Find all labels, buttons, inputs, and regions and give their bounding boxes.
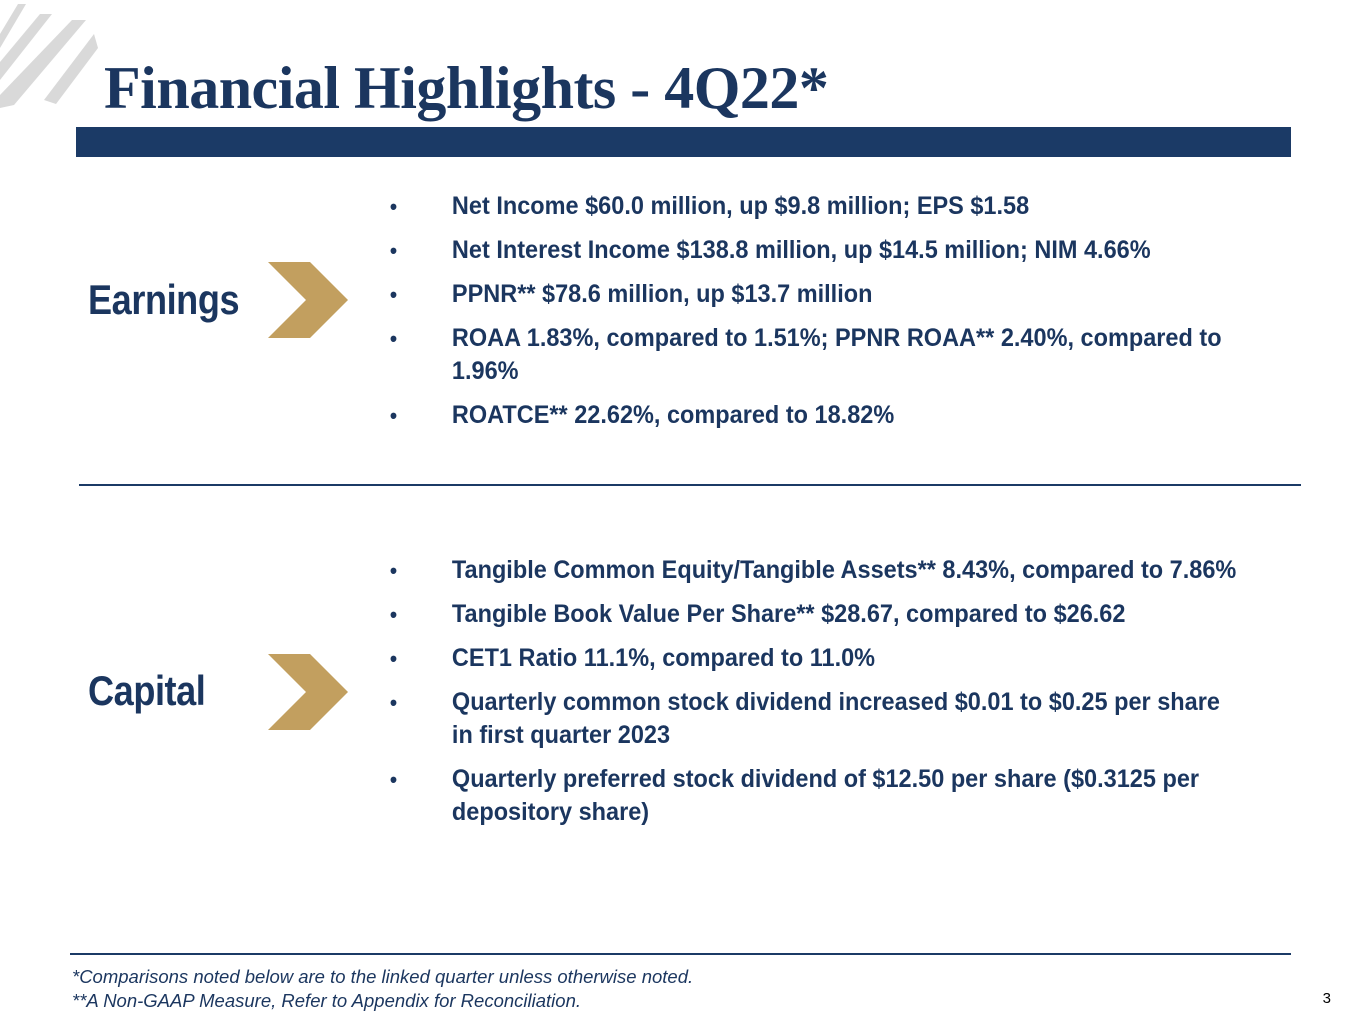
bullet-dot-icon: • <box>389 194 398 219</box>
bullet-dot-icon: • <box>389 403 398 428</box>
list-item: • CET1 Ratio 11.1%, compared to 11.0% <box>388 642 1239 675</box>
bullet-dot-icon: • <box>389 602 398 627</box>
list-item: • Net Interest Income $138.8 million, up $14.5 million; NIM 4.66% <box>388 234 1239 267</box>
bullet-dot-icon: • <box>389 282 398 307</box>
diagonal-stripes-logo-icon <box>0 0 100 112</box>
list-item: • PPNR** $78.6 million, up $13.7 million <box>388 278 1239 311</box>
chevron-right-icon <box>268 654 348 730</box>
page-number: 3 <box>1322 990 1331 1007</box>
bullet-dot-icon: • <box>389 558 398 583</box>
bullet-dot-icon: • <box>389 767 398 792</box>
footnotes <box>72 965 693 1013</box>
list-item: • Tangible Common Equity/Tangible Assets** 8.43%, compared to 7.86% <box>388 554 1239 587</box>
chevron-right-icon <box>268 262 348 338</box>
earnings-bullet-list <box>388 190 1293 443</box>
bullet-dot-icon: • <box>389 326 398 351</box>
list-item: • Quarterly preferred stock dividend of $12.50 per share ($0.3125 per depository share) <box>389 765 1200 826</box>
page-title: Financial Highlights - 4Q22* <box>104 55 829 121</box>
list-item: • ROAA 1.83%, compared to 1.51%; PPNR ROAA** 2.40%, compared to 1.96% <box>389 324 1222 385</box>
bullet-dot-icon: • <box>389 690 398 715</box>
bullet-dot-icon: • <box>389 646 398 671</box>
list-item: • Quarterly common stock dividend increased $0.01 to $0.25 per share in first quarter 2023 <box>389 688 1220 749</box>
capital-label: Capital <box>88 667 206 714</box>
earnings-label: Earnings <box>88 276 240 323</box>
footnote-linked-quarter: *Comparisons noted below are to the linked quarter unless otherwise noted. <box>72 966 694 987</box>
list-item: • Tangible Book Value Per Share** $28.67, compared to $26.62 <box>388 598 1239 631</box>
section-divider <box>79 484 1301 486</box>
capital-bullet-list <box>388 554 1293 840</box>
list-item: • Net Income $60.0 million, up $9.8 million; EPS $1.58 <box>388 190 1239 223</box>
bullet-dot-icon: • <box>389 238 398 263</box>
footer-divider <box>70 953 1291 955</box>
list-item: • ROATCE** 22.62%, compared to 18.82% <box>388 399 1239 432</box>
title-underline-bar <box>76 127 1291 157</box>
footnote-non-gaap: **A Non-GAAP Measure, Refer to Appendix for Reconciliation. <box>72 990 581 1011</box>
